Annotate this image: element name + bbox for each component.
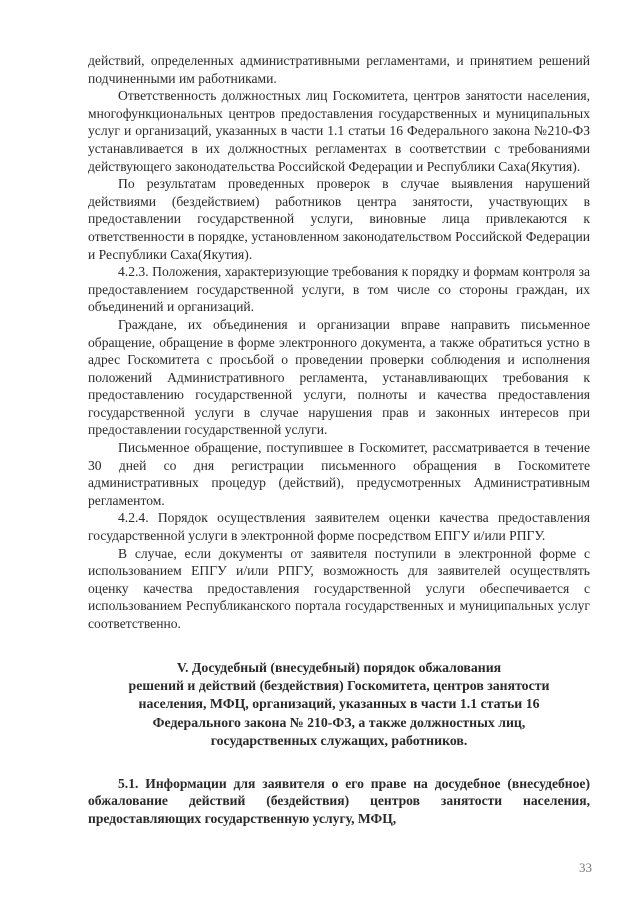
paragraph-4-2-3: 4.2.3. Положения, характеризующие требования к порядку и формам контроля за предоставлением государственной услуги, в том числе со стороны граждан, их объединений и организаций. (88, 264, 590, 315)
page-number: 33 (579, 860, 592, 875)
paragraph-4-2-4: 4.2.4. Порядок осуществления заявителем оценки качества предоставления государственной услуги в электронной форме посредством ЕПГУ и/или РПГУ. (88, 510, 590, 544)
paragraph-responsibility: Ответственность должностных лиц Госкомитета, центров занятости населения, многофункциональных центров предоставления государственных и муниципальных услуг и организаций, указанных в части 1.1 статьи 16 Федерального закона №210-ФЗ устанавливается в их должностных регламентах в соответствии с требованиями действующего законодательства Российской Федерации и Республики Саха(Якутия). (88, 88, 590, 174)
section-heading-line: V. Досудебный (внесудебный) порядок обжалования (176, 659, 502, 675)
subsection-5-1: 5.1. Информации для заявителя о его праве на досудебное (внесудебное) обжалование действий (бездействия) центров занятости населения, предоставляющих государственную услугу, МФЦ, (88, 775, 590, 826)
section-heading-line: Федерального закона № 210-ФЗ, а также должностных лиц, (152, 714, 526, 730)
document-page (88, 52, 590, 827)
paragraph-written-appeal: Письменное обращение, поступившее в Госкомитет, рассматривается в течение 30 дней со дня регистрации письменного обращения в Госкомитете административных процедур (действий), предусмотренных Административным регламентом. (88, 440, 590, 508)
section-heading (88, 659, 590, 751)
section-heading-line: государственных служащих, работников. (210, 733, 468, 749)
section-heading-line: решений и действий (бездействия) Госкомитета, центров занятости (128, 678, 550, 693)
paragraph-citizens-rights: Граждане, их объединения и организации вправе направить письменное обращение, обращение в форме электронного документа, а также обратиться устно в адрес Госкомитета с просьбой о проведении проверки соблюдения и исполнения положений Административного регламента, устанавливающих требования к предоставлению государственной услуги, полноты и качества предоставления государственной услуги в случае нарушения прав и законных интересов при предоставлении государственной услуги. (88, 316, 590, 438)
paragraph-inspection-results: По результатам проведенных проверок в случае выявления нарушений действиями (бездействием) работников центра занятости, участвующих в предоставлении государственной услуги, виновные лица привлекаются к ответственности в порядке, установленном законодательством Российской Федерации и Республики Саха(Якутия). (88, 176, 590, 262)
paragraph-electronic-assessment: В случае, если документы от заявителя поступили в электронной форме с использованием ЕПГУ и/или РПГУ, возможность для заявителей осуществлять оценку качества предоставления государственной услуги обеспечивается с использованием Республиканского портала государственных и муниципальных услуг соответственно. (88, 545, 590, 631)
section-heading-line: населения, МФЦ, организаций, указанных в части 1.1 статьи 16 (138, 696, 540, 712)
paragraph-continuation: действий, определенных административными регламентами, и принятием решений подчиненными им работниками. (88, 53, 590, 86)
